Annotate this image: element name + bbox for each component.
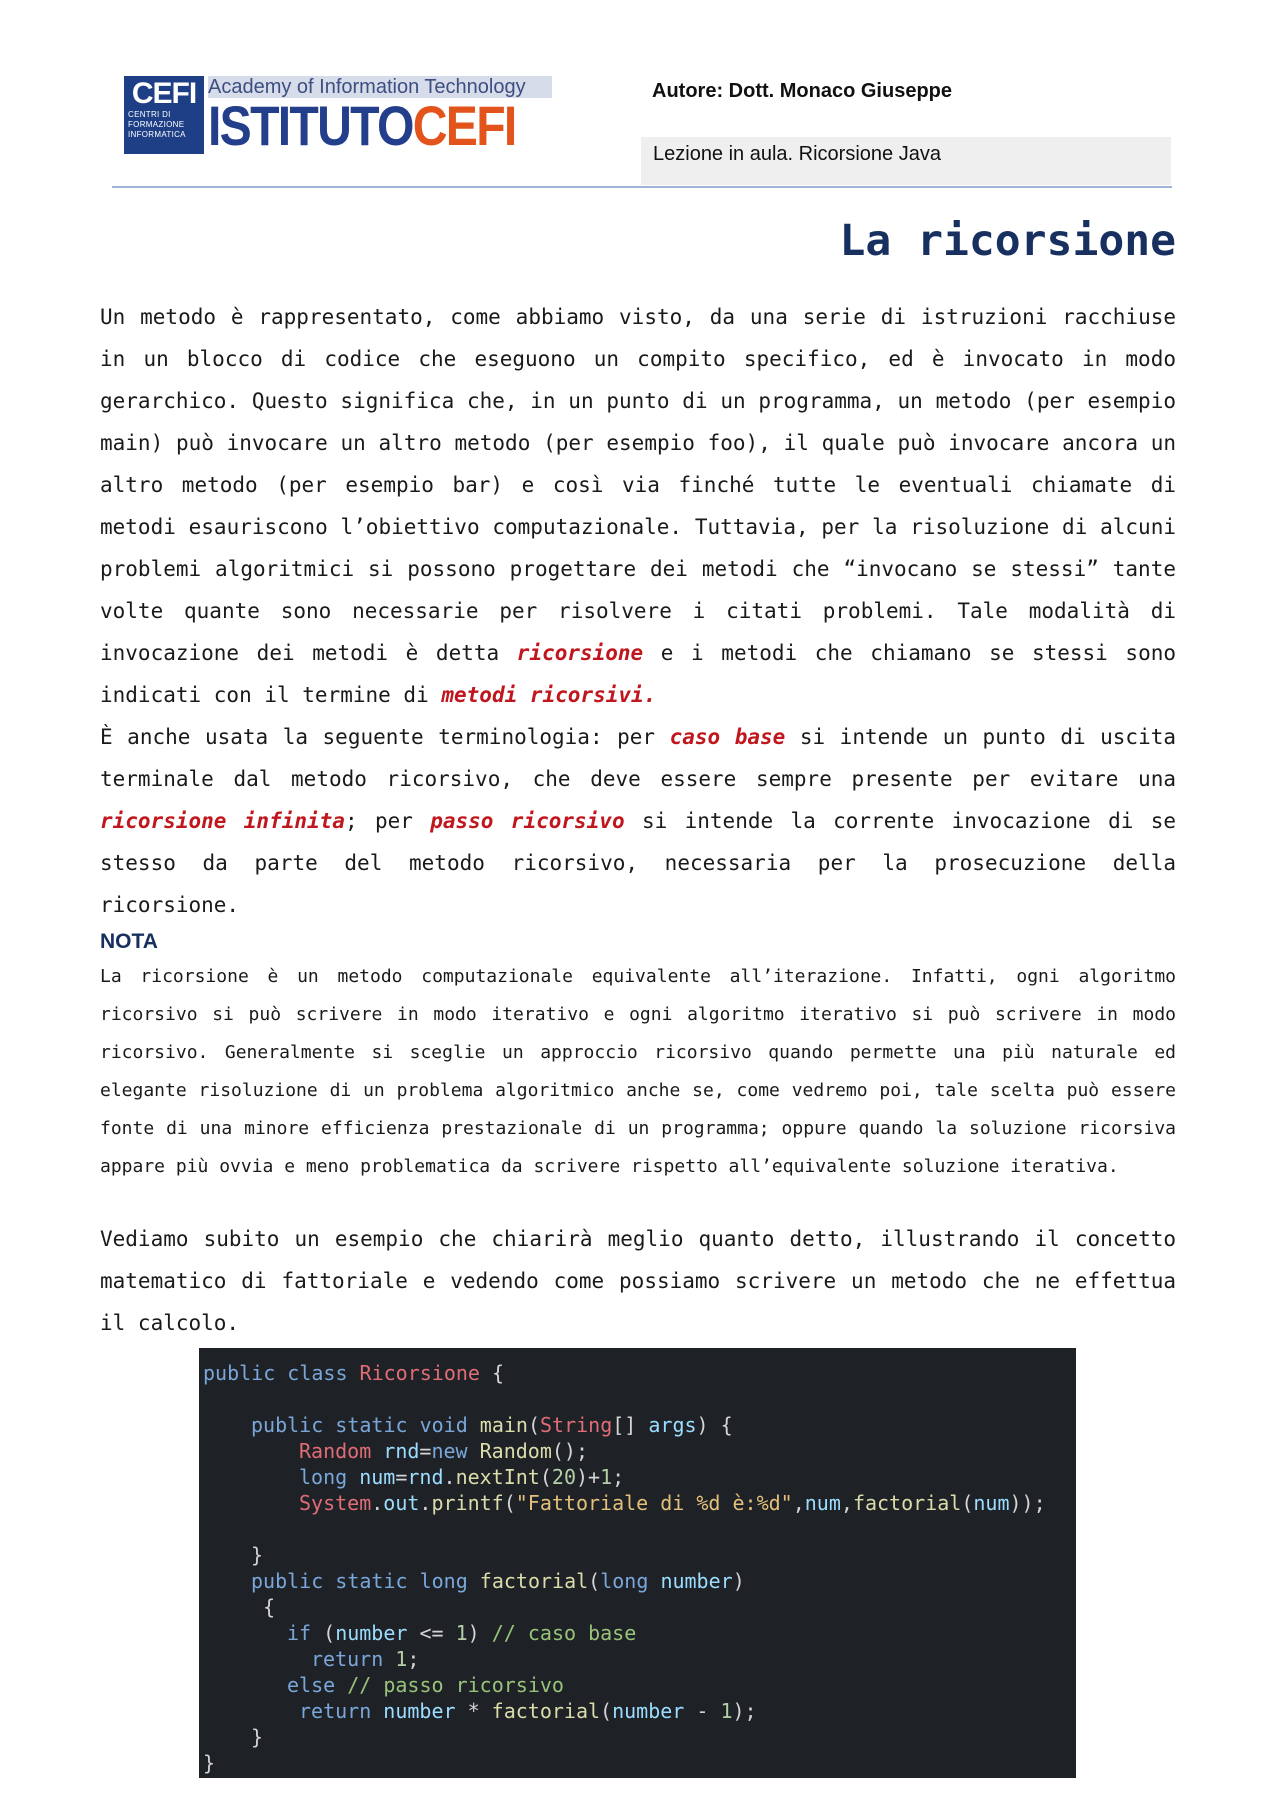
code-token: )+ [576, 1465, 601, 1489]
logo-wordmark [208, 76, 552, 157]
code-token [648, 1569, 660, 1593]
code-token: System [299, 1491, 372, 1515]
code-token: ) [467, 1621, 492, 1645]
paragraph-terminology-text-4: si intende la corrente invocazione di se stesso da parte del metodo ricorsivo, necessaria per la prosecuzione della ricorsione. [100, 809, 1176, 917]
code-token: rnd [407, 1465, 444, 1489]
code-line-8 [251, 1542, 263, 1568]
code-token: num [359, 1465, 396, 1489]
code-token: , [840, 1491, 853, 1515]
code-token [335, 1673, 347, 1697]
code-token: 1 [720, 1699, 733, 1723]
logo-cefi-sub-2: FORMAZIONE [128, 120, 185, 129]
code-token: // caso base [491, 1621, 637, 1645]
code-token [468, 1439, 480, 1463]
code-token: { [479, 1361, 505, 1385]
paragraph-terminology-text-2: si intende un punto di uscita terminale dal metodo ricorsivo, che deve essere sempre presente per evitare una [100, 725, 1177, 791]
code-token: ( [527, 1413, 540, 1437]
code-token: ( [588, 1569, 601, 1593]
code-token: if [287, 1621, 312, 1645]
code-token: = [395, 1465, 408, 1489]
logo-cefi-part: CEFI [412, 94, 516, 157]
code-token: Random [479, 1439, 552, 1463]
code-token: printf [431, 1491, 504, 1515]
code-line-12 [311, 1646, 419, 1672]
code-token: return [299, 1699, 372, 1723]
code-token: ( [503, 1491, 516, 1515]
code-token: , [792, 1491, 805, 1515]
paragraph-intro-text-2: e i metodi che chiamano se stessi sono indicati con il termine di [100, 641, 1176, 707]
code-token: ) [732, 1569, 745, 1593]
code-token: )); [1009, 1491, 1046, 1515]
code-token: . [443, 1465, 456, 1489]
code-token: ( [311, 1621, 336, 1645]
code-token: (); [551, 1439, 589, 1463]
code-token: rnd [383, 1439, 420, 1463]
code-line-14 [299, 1698, 757, 1724]
code-line-11 [287, 1620, 636, 1646]
paragraph-intro [100, 296, 1176, 716]
code-token: number [612, 1699, 685, 1723]
code-token: long [419, 1569, 468, 1593]
code-token: 1 [600, 1465, 613, 1489]
header-divider [112, 186, 1172, 188]
code-token: } [203, 1751, 216, 1775]
code-token: 1 [455, 1621, 468, 1645]
code-token: <= [407, 1621, 456, 1645]
code-token: nextInt [455, 1465, 540, 1489]
paragraph-terminology-text-1: È anche usata la seguente terminologia: per [100, 725, 670, 749]
term-ricorsione-infinita: ricorsione infinita [100, 809, 345, 833]
code-token: } [251, 1725, 264, 1749]
logo-cefi-text: CEFI [131, 77, 197, 110]
code-token: ) { [696, 1413, 733, 1437]
code-token: public class [203, 1361, 360, 1385]
code-token: Ricorsione [359, 1361, 480, 1385]
code-line-4 [299, 1438, 588, 1464]
paragraph-terminology [100, 716, 1176, 926]
code-token [371, 1439, 383, 1463]
logo-cefi-sub-3: INFORMATICA [128, 130, 186, 139]
code-token: } [251, 1543, 264, 1567]
code-token: 1 [395, 1647, 408, 1671]
code-token: * [455, 1699, 492, 1723]
code-token: number [660, 1569, 733, 1593]
code-line-15 [251, 1724, 263, 1750]
code-token: args [648, 1413, 697, 1437]
code-token: . [419, 1491, 432, 1515]
code-line-5 [299, 1464, 624, 1490]
code-token: - [684, 1699, 721, 1723]
term-metodi-ricorsivi: metodi ricorsivi. [441, 683, 657, 707]
code-token: Random [299, 1439, 372, 1463]
code-token: ; [407, 1647, 420, 1671]
code-token: "Fattoriale di %d è:%d" [515, 1491, 793, 1515]
code-line-10 [263, 1594, 275, 1620]
code-line-3 [251, 1412, 733, 1438]
code-token: number [335, 1621, 408, 1645]
paragraph-terminology-text-3: ; per [344, 809, 431, 833]
logo-academy-text: Academy of Information Technology [208, 76, 552, 98]
code-token: factorial [479, 1569, 589, 1593]
code-token: ( [961, 1491, 974, 1515]
code-token [371, 1699, 383, 1723]
logo-cefi-sub-1: CENTRI DI [128, 110, 171, 119]
code-token: public static [251, 1569, 420, 1593]
term-passo-ricorsivo: passo ricorsivo [430, 809, 625, 833]
code-token: // passo ricorsivo [347, 1673, 564, 1697]
code-line-6 [299, 1490, 1046, 1516]
code-token: String [540, 1413, 613, 1437]
author-label: Autore: Dott. Monaco Giuseppe [652, 80, 952, 102]
code-token [383, 1647, 395, 1671]
code-token: long [299, 1465, 348, 1489]
lesson-label: Lezione in aula. Ricorsione Java [641, 137, 1171, 185]
code-token: out [383, 1491, 420, 1515]
nota-heading: NOTA [100, 930, 158, 953]
paragraph-example: Vediamo subito un esempio che chiarirà meglio quanto detto, illustrando il concetto matematico di fattoriale e vedendo come possiamo scrivere un metodo che ne effettua il calcolo. [100, 1227, 1176, 1335]
cefi-logo [124, 76, 552, 157]
term-ricorsione: ricorsione [516, 641, 644, 665]
nota-text: La ricorsione è un metodo computazionale equivalente all’iterazione. Infatti, ogni algoritmo ricorsivo si può scrivere in modo iterativo e ogni algoritmo iterativo si può scrivere in modo ricorsivo. Generalmente si sceglie un approccio ricorsivo quando permette una più naturale ed elegante risoluzione di un problema algoritmico anche se, come vedremo poi, tale scelta può essere fonte di una minore efficienza prestazionale di un programma; oppure quando la soluzione ricorsiva appare più ovvia e meno problematica da scrivere rispetto all’equivalente soluzione iterativa. [100, 966, 1176, 1177]
code-token: ( [539, 1465, 552, 1489]
page-title: La ricorsione [839, 216, 1176, 266]
term-caso-base: caso base [669, 725, 786, 749]
code-token: ; [612, 1465, 625, 1489]
code-token: else [287, 1673, 336, 1697]
code-line-9 [251, 1568, 745, 1594]
code-token: { [263, 1595, 276, 1619]
code-line-13 [287, 1672, 564, 1698]
logo-istituto-part: ISTITUTO [208, 94, 413, 157]
code-token: = [419, 1439, 432, 1463]
paragraph-intro-text: Un metodo è rappresentato, come abbiamo visto, da una serie di istruzioni racchiuse in un blocco di codice che eseguono un compito specifico, ed è invocato in modo gerarchico. Questo significa che, in un punto di un programma, un metodo (per esempio main) può invocare un altro metodo (per esempio foo), il quale può invocare ancora un altro metodo (per esempio bar) e così via finché tutte le eventuali chiamate di metodi esauriscono l’obiettivo computazionale. Tuttavia, per la risoluzione di alcuni problemi algoritmici si possono progettare dei metodi che “invocano se stessi” tante volte quante sono necessarie per risolvere i citati problemi. Tale modalità di invocazione dei metodi è detta [100, 305, 1176, 665]
code-token: num [804, 1491, 841, 1515]
code-token: return [311, 1647, 384, 1671]
code-token: ); [732, 1699, 757, 1723]
code-block [199, 1348, 1076, 1778]
logo-istituto-text [208, 94, 516, 157]
code-token: public static void [251, 1413, 480, 1437]
code-token: long [600, 1569, 649, 1593]
code-token: new [431, 1439, 468, 1463]
code-token: ( [600, 1699, 613, 1723]
code-token: 20 [551, 1465, 576, 1489]
code-token: factorial [852, 1491, 962, 1515]
code-token: . [371, 1491, 384, 1515]
code-token: factorial [491, 1699, 601, 1723]
logo-cefi-block [124, 76, 204, 154]
code-line-16 [203, 1750, 215, 1776]
code-token: num [973, 1491, 1010, 1515]
code-token [468, 1569, 480, 1593]
code-token: [] [612, 1413, 649, 1437]
code-token [347, 1465, 359, 1489]
code-token: number [383, 1699, 456, 1723]
code-token: main [479, 1413, 528, 1437]
code-line-1 [203, 1360, 504, 1386]
